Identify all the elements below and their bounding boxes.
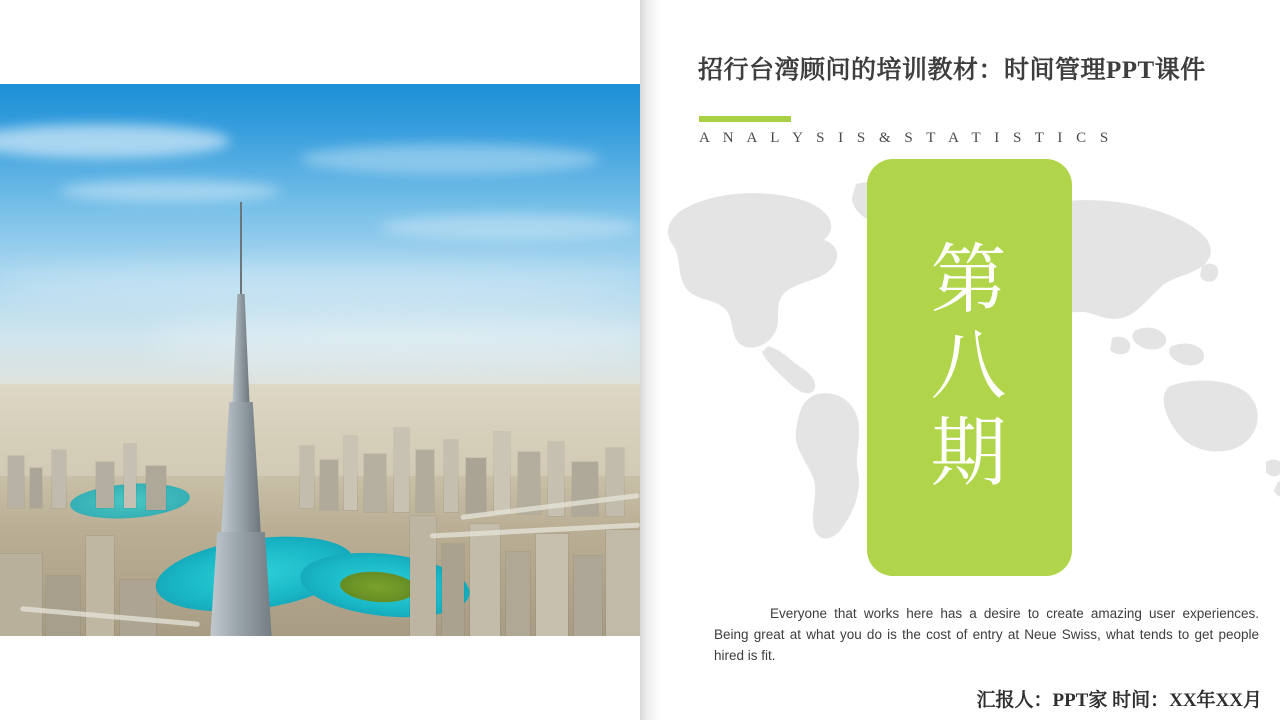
tower-section: [206, 532, 276, 636]
badge-char: 第: [930, 239, 1009, 324]
title-underline-rule: [699, 116, 791, 122]
building: [344, 436, 357, 510]
building: [506, 552, 530, 636]
building: [444, 440, 458, 512]
page-subtitle: A N A L Y S I S & S T A T I S T I C S: [699, 130, 1114, 146]
building: [574, 556, 602, 636]
page-gutter-divider: [640, 0, 662, 720]
building: [8, 456, 24, 508]
cloud-shape: [300, 144, 600, 174]
building: [0, 554, 42, 636]
building: [606, 530, 640, 636]
building: [46, 576, 80, 636]
presenter-footer: 汇报人：PPT家 时间：XX年XX月: [976, 690, 1262, 711]
building: [466, 458, 486, 514]
building: [300, 446, 314, 508]
building: [572, 462, 598, 516]
cloud-shape: [0, 264, 640, 304]
cloud-shape: [60, 180, 280, 202]
tower-section: [232, 294, 250, 414]
building: [86, 536, 114, 636]
building: [52, 450, 66, 508]
building: [536, 534, 568, 636]
episode-badge: [867, 159, 1072, 576]
city-skyline-photo: [0, 84, 640, 636]
tower-section: [220, 402, 262, 552]
tower-spire: [240, 202, 242, 298]
building: [494, 432, 510, 514]
right-content-panel: [662, 0, 1280, 720]
badge-char: 八: [930, 325, 1009, 410]
badge-char: 期: [930, 411, 1009, 496]
building: [416, 450, 434, 512]
building: [606, 448, 624, 516]
building: [320, 460, 338, 510]
building: [146, 466, 166, 510]
building: [442, 544, 464, 636]
building: [364, 454, 386, 512]
building: [470, 524, 500, 636]
building: [394, 428, 409, 512]
cloud-shape: [380, 214, 640, 240]
page-title: 招行台湾顾问的培训教材：时间管理PPT课件: [698, 57, 1206, 84]
burj-khalifa-tower: [196, 202, 286, 636]
building: [124, 444, 136, 508]
building: [30, 468, 42, 508]
building: [120, 580, 156, 636]
body-paragraph: Everyone that works here has a desire to create amazing user experiences. Being great at what you do is the cost of entry at Neue Swiss, what tends to get people hired is fit.: [714, 606, 1259, 663]
building: [96, 462, 114, 508]
